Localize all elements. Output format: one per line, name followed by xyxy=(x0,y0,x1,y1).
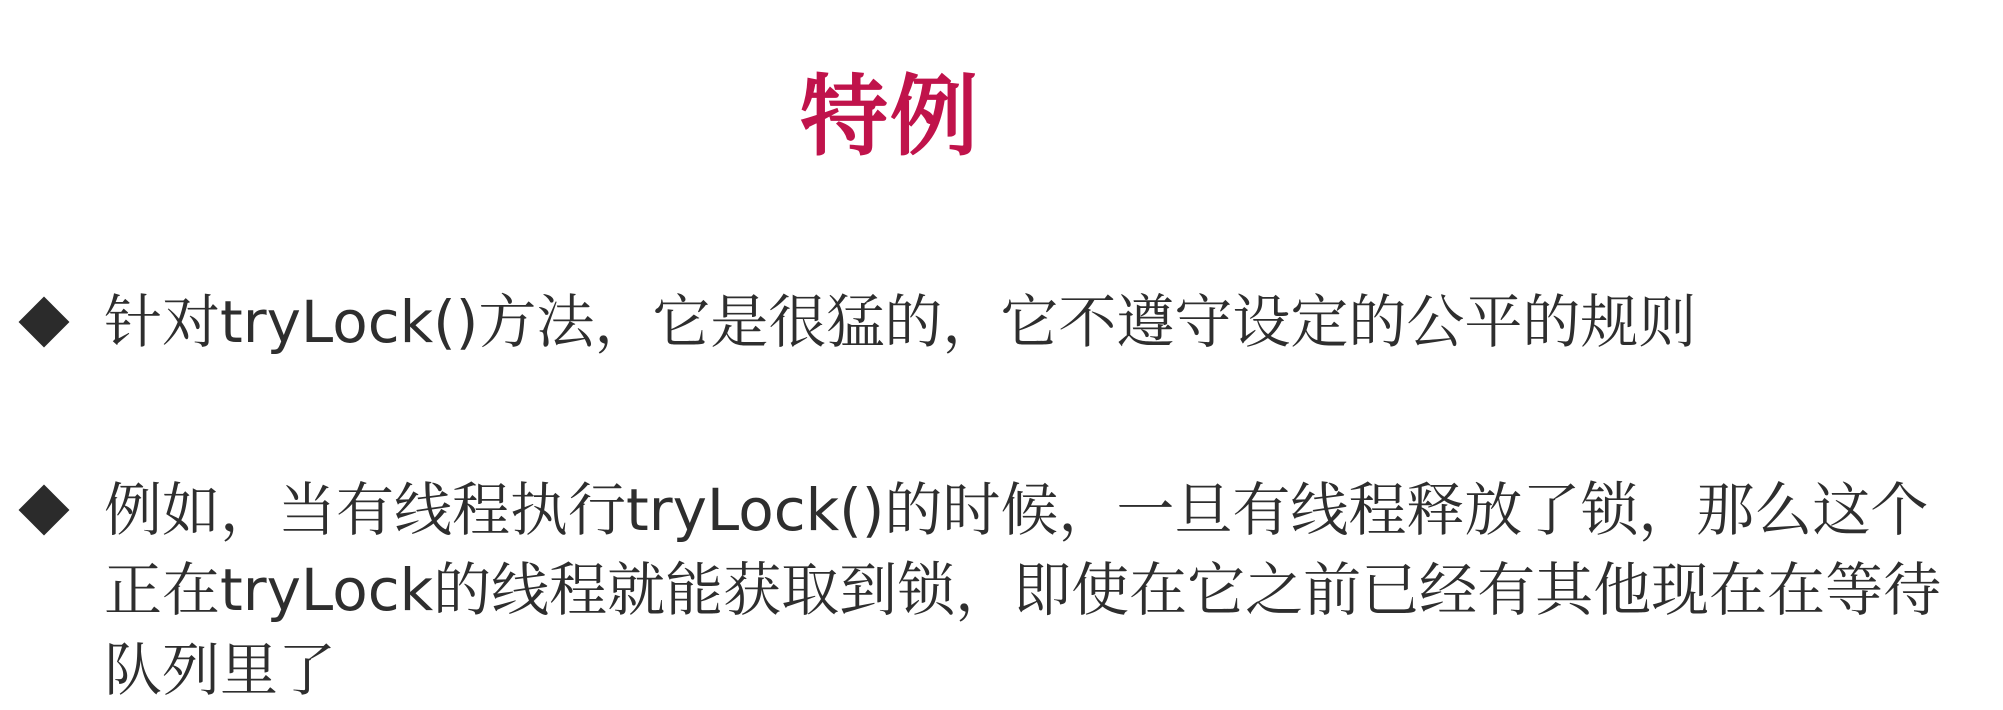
bullet-item xyxy=(14,282,1989,362)
bullet-item xyxy=(14,470,1989,710)
bullet-text: 例如，当有线程执行tryLock()的时候，一旦有线程释放了锁，那么这个正在tryLock的线程就能获取到锁，即使在它之前已经有其他现在在等待队列里了 xyxy=(104,476,1942,704)
slide-title: 特例 xyxy=(800,65,981,168)
diamond-bullet-icon xyxy=(14,282,94,362)
bullet-text: 针对tryLock()方法，它是很猛的，它不遵守设定的公平的规则 xyxy=(104,288,1697,356)
diamond-bullet-icon xyxy=(14,470,94,550)
